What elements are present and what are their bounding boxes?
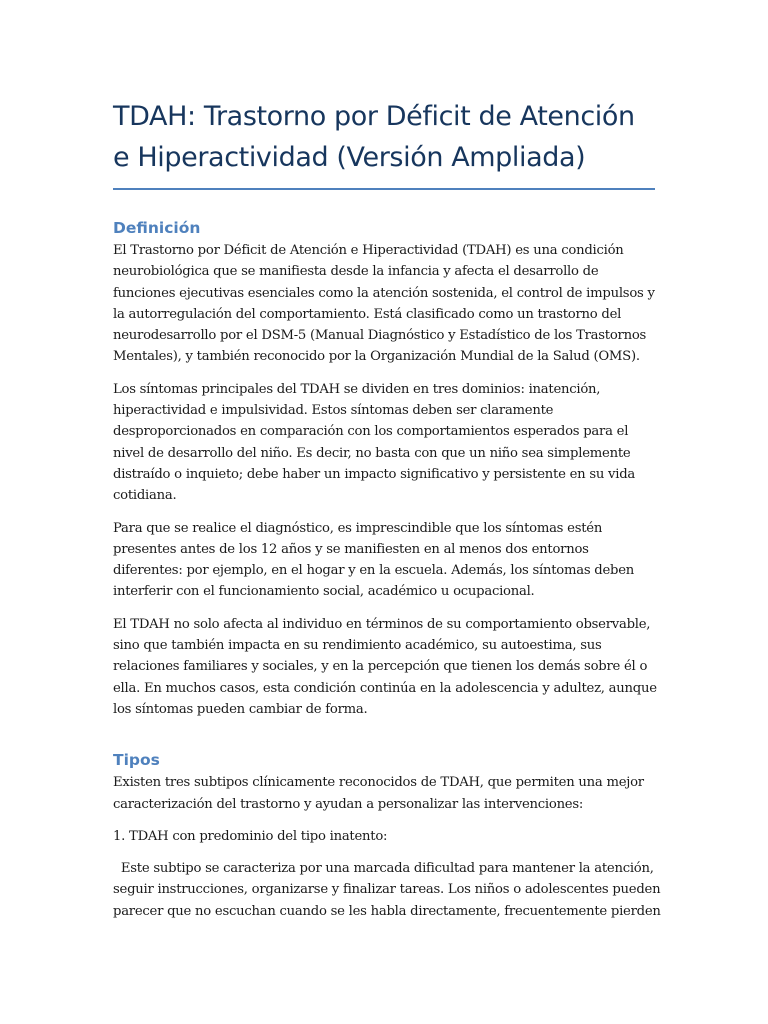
text-line: 1. TDAH con predominio del tipo inatento:: [113, 828, 388, 844]
text-line: Los síntomas principales del TDAH se dividen en tres dominios: inatención,: [113, 381, 601, 397]
paragraph-definicion-1: [113, 240, 655, 368]
text-line: los síntomas pueden cambiar de forma.: [113, 701, 368, 717]
text-line: funciones ejecutivas esenciales como la atención sostenida, el control de impulsos y: [113, 285, 655, 301]
text-line: neurobiológica que se manifiesta desde la infancia y afecta el desarrollo de: [113, 264, 599, 280]
text-line: distraído o inquieto; debe haber un impacto significativo y persistente en su vida: [113, 466, 635, 482]
title-underline: [113, 188, 655, 190]
document-body: [113, 96, 661, 922]
text-line: Existen tres subtipos clínicamente reconocidos de TDAH, que permiten una mejor: [113, 775, 644, 791]
text-line: Para que se realice el diagnóstico, es imprescindible que los síntomas estén: [113, 520, 603, 536]
text-line: Mentales), y también reconocido por la Organización Mundial de la Salud (OMS).: [113, 349, 640, 365]
text-line: la autorregulación del comportamiento. Está clasificado como un trastorno del: [113, 306, 622, 322]
paragraph-definicion-4: [113, 614, 655, 720]
list-item-tipo-inatento: [113, 826, 655, 847]
section-heading-definicion: Definición: [113, 219, 201, 237]
text-line: parecer que no escuchan cuando se les habla directamente, frecuentemente pierden: [113, 903, 661, 919]
text-line: diferentes: por ejemplo, en el hogar y en la escuela. Además, los síntomas deben: [113, 563, 635, 579]
paragraph-tipos-intro: [113, 772, 655, 815]
page-title: TDAH: Trastorno por Déficit de Atención e Hiperactividad (Versión Ampliada): [113, 101, 635, 173]
text-line: nivel de desarrollo del niño. Es decir, no basta con que un niño sea simplemente: [113, 445, 631, 461]
text-line: El TDAH no solo afecta al individuo en términos de su comportamiento observable,: [113, 616, 651, 632]
text-line: presentes antes de los 12 años y se manifiesten en al menos dos entornos: [113, 541, 589, 557]
text-line: cotidiana.: [113, 488, 177, 504]
text-line: caracterización del trastorno y ayudan a personalizar las intervenciones:: [113, 796, 584, 812]
text-line: Este subtipo se caracteriza por una marcada dificultad para mantener la atención,: [113, 861, 654, 877]
text-line: desproporcionados en comparación con los comportamientos esperados para el: [113, 424, 629, 440]
text-line: interferir con el funcionamiento social, académico u ocupacional.: [113, 584, 535, 600]
text-line: hiperactividad e impulsividad. Estos síntomas deben ser claramente: [113, 403, 554, 419]
text-line: neurodesarrollo por el DSM-5 (Manual Diagnóstico y Estadístico de los Trastornos: [113, 328, 647, 344]
text-line: relaciones familiares y sociales, y en la percepción que tienen los demás sobre él o: [113, 659, 648, 675]
paragraph-definicion-3: [113, 518, 655, 603]
text-line: ella. En muchos casos, esta condición continúa en la adolescencia y adultez, aunque: [113, 680, 657, 696]
text-line: El Trastorno por Déficit de Atención e Hiperactividad (TDAH) es una condición: [113, 243, 624, 258]
text-line: sino que también impacta en su rendimiento académico, su autoestima, sus: [113, 638, 602, 654]
paragraph-definicion-2: [113, 379, 655, 507]
paragraph-tipo-inatento-descripcion: [113, 858, 661, 922]
section-heading-tipos: Tipos: [113, 751, 160, 770]
text-line: seguir instrucciones, organizarse y finalizar tareas. Los niños o adolescentes pueden: [113, 882, 661, 898]
